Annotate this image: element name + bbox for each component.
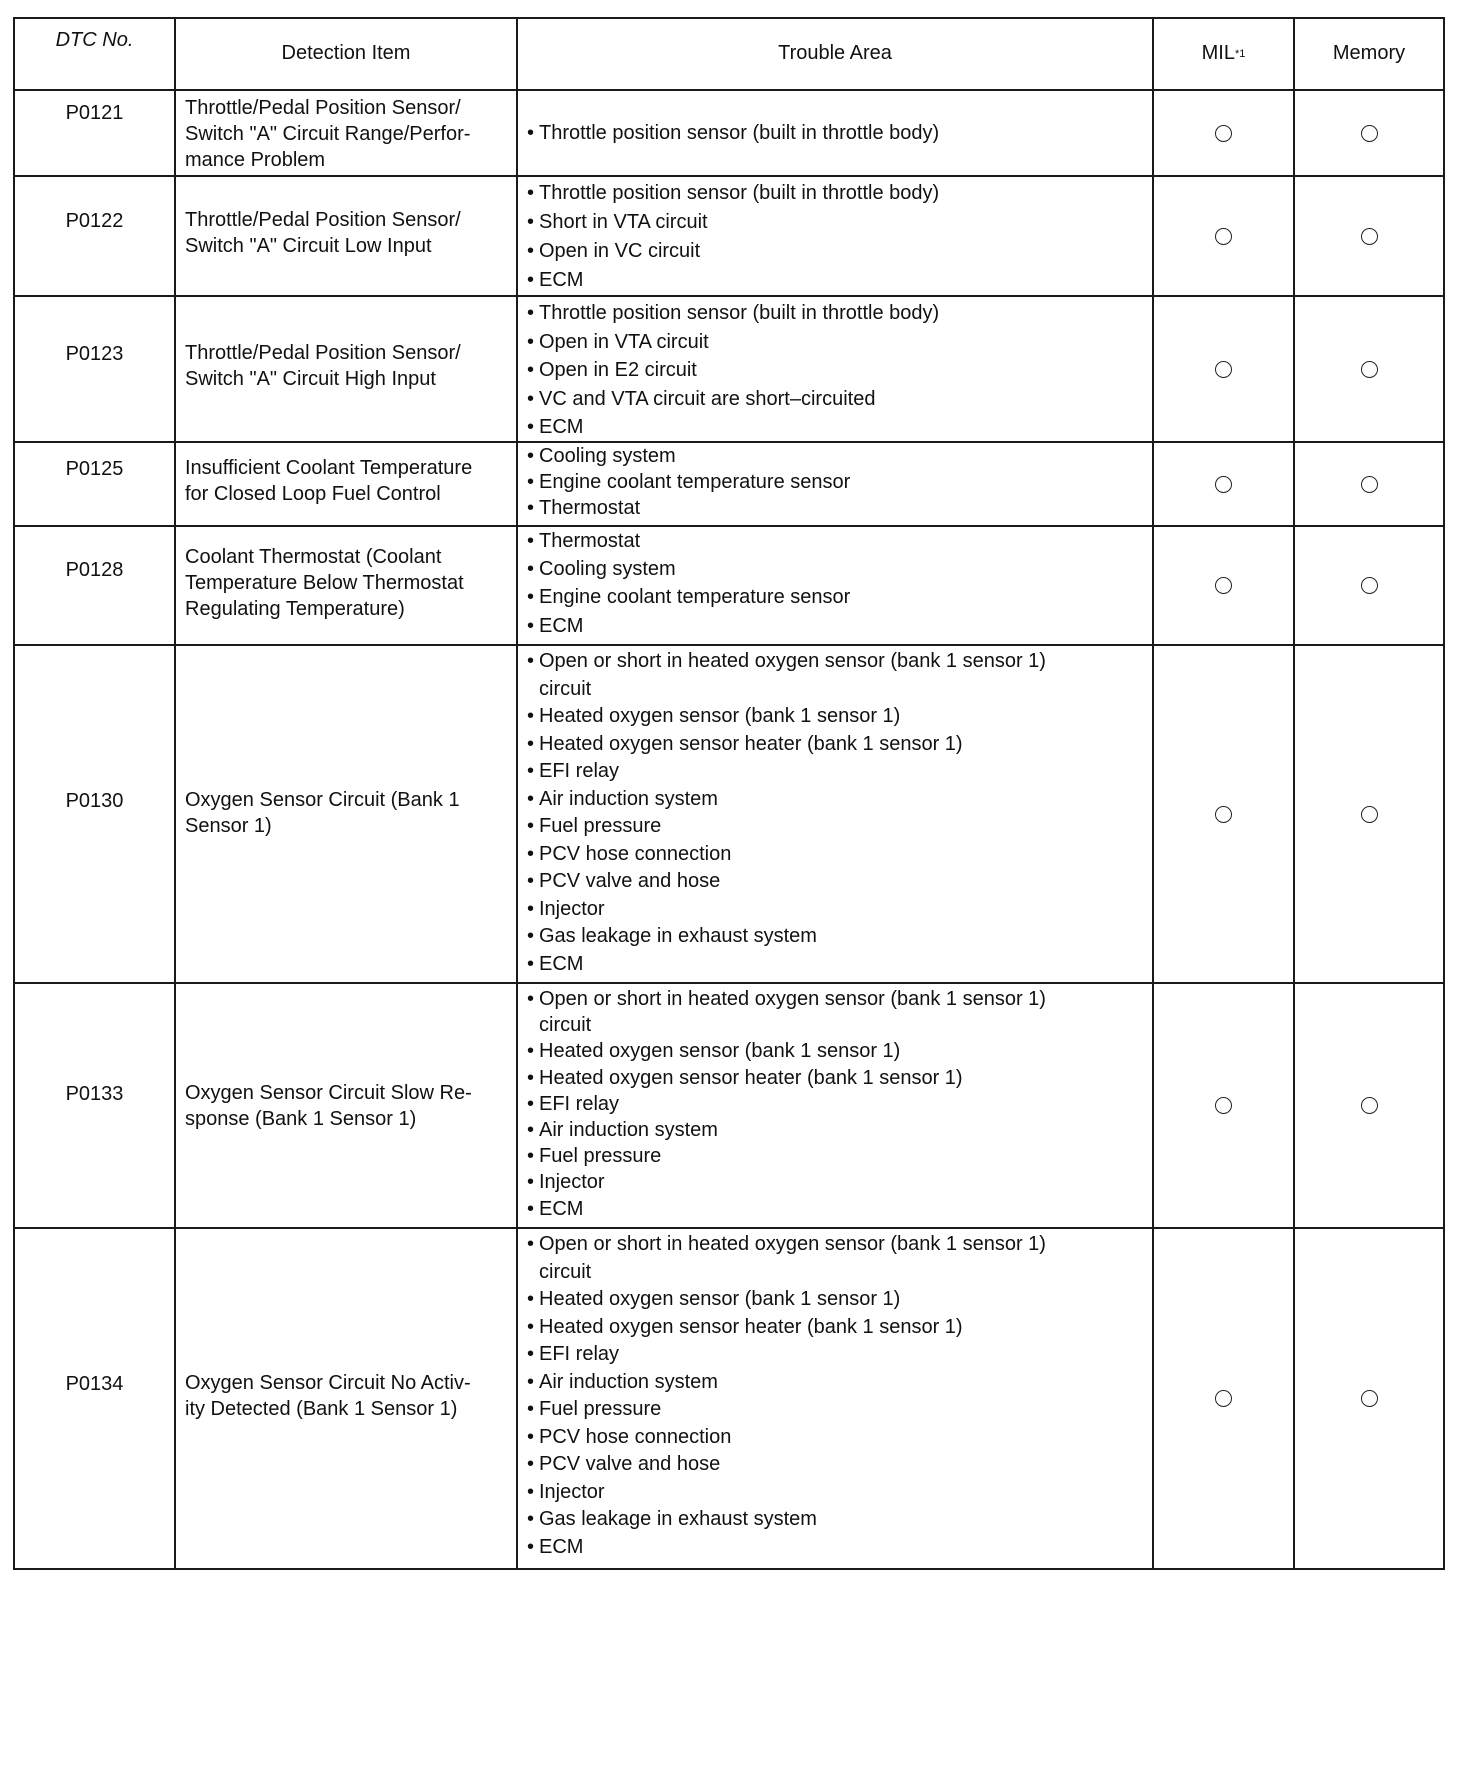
- memory-indicator-cell: [1295, 91, 1443, 175]
- detection-item-line: Throttle/Pedal Position Sensor/: [185, 342, 461, 364]
- mil-indicator-cell: [1154, 91, 1295, 175]
- detection-item-line: Oxygen Sensor Circuit Slow Re-: [185, 1082, 472, 1104]
- table-body: [15, 91, 1443, 1568]
- circle-mark-icon: [1215, 1097, 1232, 1114]
- memory-indicator-cell: [1295, 443, 1443, 525]
- trouble-area-item: • Open or short in heated oxygen sensor (bank 1 sensor 1): [527, 1231, 1146, 1259]
- trouble-area-item: • Fuel pressure: [527, 1396, 1146, 1424]
- circle-mark-icon: [1215, 361, 1232, 378]
- trouble-area-item: • Gas leakage in exhaust system: [527, 1506, 1146, 1534]
- trouble-area-item: • ECM: [527, 1196, 1146, 1222]
- trouble-area-item: • Engine coolant temperature sensor: [527, 583, 1146, 611]
- trouble-area-item: • Thermostat: [527, 527, 1146, 555]
- trouble-area-cell: [518, 1229, 1154, 1568]
- trouble-area-item: • EFI relay: [527, 758, 1146, 786]
- trouble-area-item: • Throttle position sensor (built in throttle body): [527, 119, 1146, 149]
- trouble-area-cell: [518, 443, 1154, 525]
- trouble-area-cell: [518, 984, 1154, 1227]
- memory-indicator-cell: [1295, 177, 1443, 295]
- detection-item-cell: [176, 527, 518, 644]
- trouble-area-item: • Fuel pressure: [527, 813, 1146, 841]
- mil-indicator-cell: [1154, 527, 1295, 644]
- circle-mark-icon: [1361, 125, 1378, 142]
- memory-indicator-cell: [1295, 984, 1443, 1227]
- trouble-area-item: • Cooling system: [527, 555, 1146, 583]
- mil-indicator-cell: [1154, 984, 1295, 1227]
- table-row: [15, 527, 1443, 646]
- header-detection-item: Detection Item: [176, 19, 518, 89]
- dtc-code: P0121: [65, 102, 124, 124]
- mil-indicator-cell: [1154, 1229, 1295, 1568]
- trouble-area-item: circuit: [539, 677, 592, 700]
- detection-item-line: for Closed Loop Fuel Control: [185, 483, 441, 505]
- trouble-area-item: • Thermostat: [527, 495, 1146, 521]
- detection-item-line: ity Detected (Bank 1 Sensor 1): [185, 1398, 458, 1420]
- dtc-code-cell: [15, 443, 176, 525]
- dtc-code-cell: [15, 91, 176, 175]
- table-row: [15, 984, 1443, 1229]
- trouble-area-item: • Open or short in heated oxygen sensor (bank 1 sensor 1): [527, 648, 1146, 676]
- detection-item-line: Coolant Thermostat (Coolant: [185, 546, 442, 568]
- detection-item-line: mance Problem: [185, 149, 326, 171]
- trouble-area-item: • ECM: [527, 951, 1146, 979]
- table-row: [15, 443, 1443, 527]
- circle-mark-icon: [1215, 577, 1232, 594]
- trouble-area-item: • ECM: [527, 612, 1146, 640]
- dtc-code-cell: [15, 646, 176, 982]
- circle-mark-icon: [1361, 1390, 1378, 1407]
- trouble-area-cell: [518, 297, 1154, 441]
- trouble-area-item: • Open in VTA circuit: [527, 328, 1146, 357]
- table-row: [15, 177, 1443, 297]
- trouble-area-item: • PCV valve and hose: [527, 1451, 1146, 1479]
- trouble-area-item: • EFI relay: [527, 1091, 1146, 1117]
- memory-indicator-cell: [1295, 1229, 1443, 1568]
- trouble-area-item: • Heated oxygen sensor (bank 1 sensor 1): [527, 1286, 1146, 1314]
- detection-item-cell: [176, 984, 518, 1227]
- trouble-area-item: • Engine coolant temperature sensor: [527, 469, 1146, 495]
- dtc-code: P0130: [65, 790, 124, 812]
- detection-item-line: Oxygen Sensor Circuit No Activ-: [185, 1372, 471, 1394]
- table-row: [15, 1229, 1443, 1568]
- detection-item-line: Temperature Below Thermostat: [185, 572, 464, 594]
- detection-item-cell: [176, 1229, 518, 1568]
- trouble-area-item: • Heated oxygen sensor heater (bank 1 sensor 1): [527, 731, 1146, 759]
- circle-mark-icon: [1215, 806, 1232, 823]
- circle-mark-icon: [1361, 361, 1378, 378]
- trouble-area-item: • Heated oxygen sensor heater (bank 1 sensor 1): [527, 1065, 1146, 1091]
- circle-mark-icon: [1215, 1390, 1232, 1407]
- memory-indicator-cell: [1295, 297, 1443, 441]
- dtc-table: [13, 17, 1445, 1570]
- trouble-area-item: • Throttle position sensor (built in throttle body): [527, 299, 1146, 328]
- trouble-area-item: • Cooling system: [527, 443, 1146, 469]
- trouble-area-item: • Heated oxygen sensor heater (bank 1 sensor 1): [527, 1314, 1146, 1342]
- circle-mark-icon: [1215, 476, 1232, 493]
- detection-item-line: Switch "A" Circuit High Input: [185, 368, 436, 390]
- dtc-code-cell: [15, 297, 176, 441]
- circle-mark-icon: [1215, 228, 1232, 245]
- mil-indicator-cell: [1154, 443, 1295, 525]
- dtc-code: P0134: [65, 1373, 124, 1395]
- trouble-area-cell: [518, 646, 1154, 982]
- trouble-area-item: • Fuel pressure: [527, 1143, 1146, 1169]
- trouble-area-item: • PCV valve and hose: [527, 868, 1146, 896]
- table-row: [15, 646, 1443, 984]
- circle-mark-icon: [1361, 228, 1378, 245]
- dtc-code-cell: [15, 527, 176, 644]
- trouble-area-item: • VC and VTA circuit are short–circuited: [527, 385, 1146, 414]
- detection-item-line: Oxygen Sensor Circuit (Bank 1: [185, 789, 460, 811]
- dtc-code: P0122: [65, 210, 124, 232]
- circle-mark-icon: [1361, 476, 1378, 493]
- table-header-row: [15, 19, 1443, 91]
- trouble-area-item: • Short in VTA circuit: [527, 208, 1146, 237]
- detection-item-cell: [176, 646, 518, 982]
- trouble-area-cell: [518, 91, 1154, 175]
- circle-mark-icon: [1361, 806, 1378, 823]
- detection-item-line: Regulating Temperature): [185, 598, 405, 620]
- trouble-area-item: • Heated oxygen sensor (bank 1 sensor 1): [527, 1038, 1146, 1064]
- mil-indicator-cell: [1154, 646, 1295, 982]
- dtc-code: P0128: [65, 559, 124, 581]
- trouble-area-item: • Air induction system: [527, 1117, 1146, 1143]
- trouble-area-cell: [518, 177, 1154, 295]
- trouble-area-item: • PCV hose connection: [527, 1424, 1146, 1452]
- trouble-area-item: • Injector: [527, 896, 1146, 924]
- header-trouble-area: Trouble Area: [518, 19, 1154, 89]
- trouble-area-item: • ECM: [527, 413, 1146, 442]
- trouble-area-cell: [518, 527, 1154, 644]
- trouble-area-item: • Open in E2 circuit: [527, 356, 1146, 385]
- detection-item-line: Throttle/Pedal Position Sensor/: [185, 209, 461, 231]
- trouble-area-item: • Gas leakage in exhaust system: [527, 923, 1146, 951]
- detection-item-cell: [176, 177, 518, 295]
- trouble-area-item: • Air induction system: [527, 1369, 1146, 1397]
- trouble-area-item: circuit: [539, 1014, 592, 1037]
- dtc-code-cell: [15, 984, 176, 1227]
- trouble-area-item: • ECM: [527, 266, 1146, 295]
- detection-item-line: Switch "A" Circuit Range/Perfor-: [185, 123, 471, 145]
- header-dtc-no: DTC No.: [15, 19, 176, 89]
- memory-indicator-cell: [1295, 527, 1443, 644]
- circle-mark-icon: [1215, 125, 1232, 142]
- detection-item-line: Insufficient Coolant Temperature: [185, 457, 473, 479]
- dtc-code: P0123: [65, 343, 124, 365]
- detection-item-cell: [176, 91, 518, 175]
- trouble-area-item: • EFI relay: [527, 1341, 1146, 1369]
- trouble-area-item: • Injector: [527, 1479, 1146, 1507]
- circle-mark-icon: [1361, 1097, 1378, 1114]
- mil-indicator-cell: [1154, 177, 1295, 295]
- trouble-area-item: • Heated oxygen sensor (bank 1 sensor 1): [527, 703, 1146, 731]
- trouble-area-item: • Injector: [527, 1169, 1146, 1195]
- trouble-area-item: • Air induction system: [527, 786, 1146, 814]
- trouble-area-item: circuit: [539, 1260, 592, 1283]
- circle-mark-icon: [1361, 577, 1378, 594]
- header-memory: Memory: [1332, 42, 1406, 65]
- detection-item-line: Switch "A" Circuit Low Input: [185, 235, 432, 257]
- dtc-code-cell: [15, 177, 176, 295]
- trouble-area-item: • Open in VC circuit: [527, 237, 1146, 266]
- header-mil: MIL *1: [1154, 19, 1295, 89]
- dtc-code: P0133: [65, 1083, 124, 1105]
- detection-item-cell: [176, 297, 518, 441]
- memory-indicator-cell: [1295, 646, 1443, 982]
- detection-item-line: sponse (Bank 1 Sensor 1): [185, 1108, 417, 1130]
- trouble-area-item: • Open or short in heated oxygen sensor (bank 1 sensor 1): [527, 986, 1146, 1012]
- dtc-code: P0125: [65, 458, 124, 480]
- detection-item-cell: [176, 443, 518, 525]
- detection-item-line: Sensor 1): [185, 815, 272, 837]
- table-row: [15, 91, 1443, 177]
- detection-item-line: Throttle/Pedal Position Sensor/: [185, 97, 461, 119]
- trouble-area-item: • Throttle position sensor (built in throttle body): [527, 179, 1146, 208]
- mil-indicator-cell: [1154, 297, 1295, 441]
- dtc-code-cell: [15, 1229, 176, 1568]
- trouble-area-item: • PCV hose connection: [527, 841, 1146, 869]
- trouble-area-item: • ECM: [527, 1534, 1146, 1562]
- table-row: [15, 297, 1443, 443]
